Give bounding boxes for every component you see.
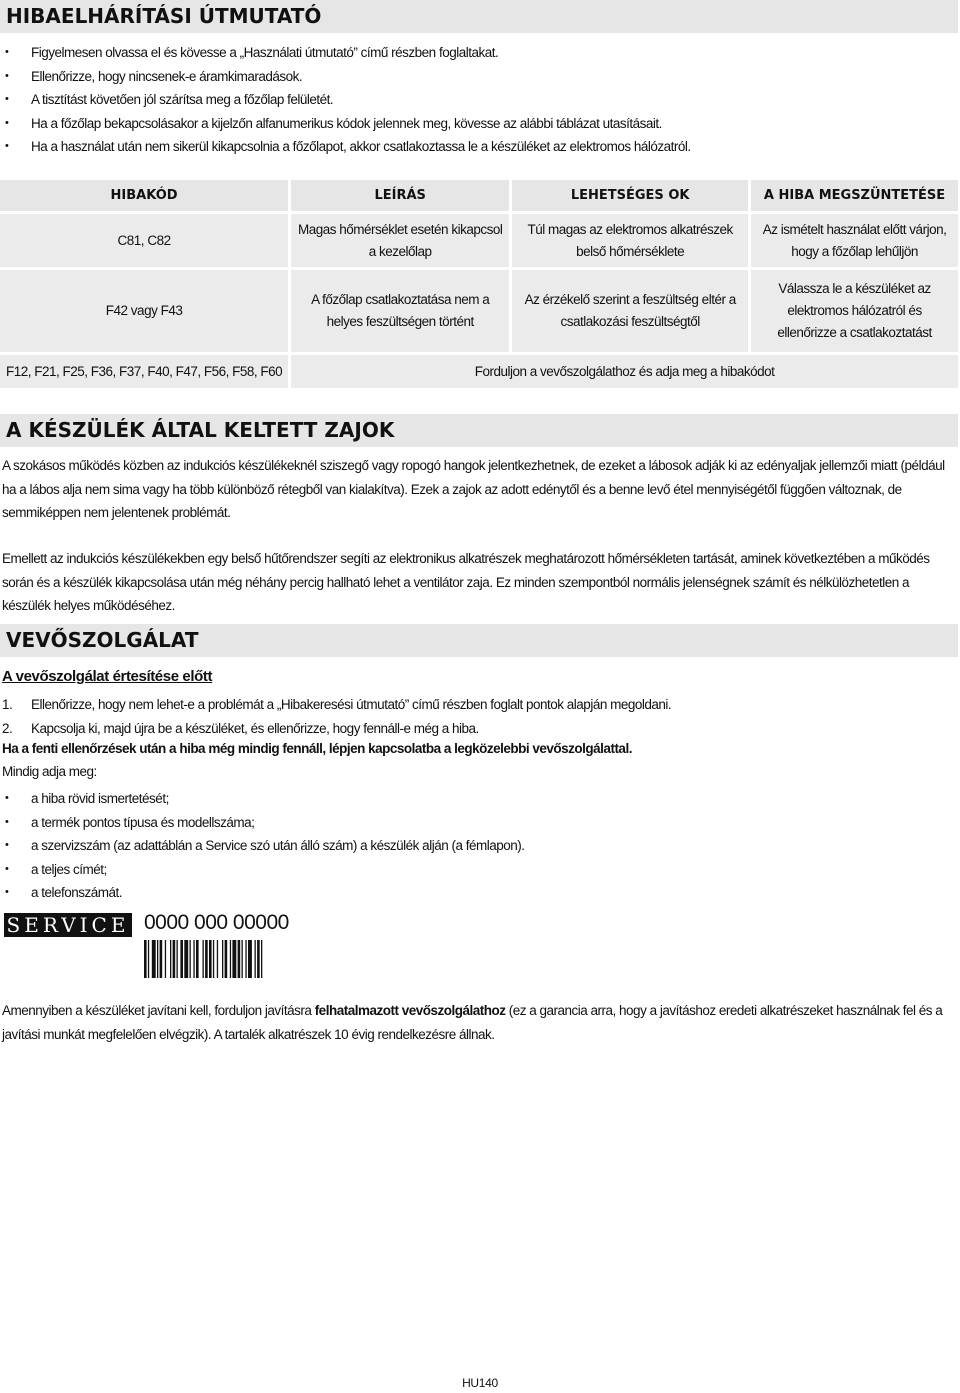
noise-paragraph-1: A szokásos működés közben az indukciós készülékeknél sziszegő vagy ropogó hangok jelentkezhetnek, de ezeket a lábosok adják ki az edényaljak jellemzői miatt (például ha a lábos alja nem sima vagy ha több különböző rétegből van kialakítva). Ezek a zajok az adott edénytől és a benne levő étel mennyiségétől függően változnak, de semmiképpen nem jelentenek problémát. xyxy=(2,458,945,521)
list-item: • Ellenőrizze, hogy nincsenek-e áramkimaradások. xyxy=(0,65,691,89)
step-text: Kapcsolja ki, majd újra be a készüléket, és ellenőrizze, hogy fennáll-e még a hiba. xyxy=(31,720,479,736)
header-description: LEÍRÁS xyxy=(290,180,511,213)
service-subtitle: A vevőszolgálat értesítése előtt xyxy=(2,668,213,685)
contact-service-note: Ha a fenti ellenőrzések után a hiba még mindig fennáll, lépjen kapcsolatba a legközelebbi vevőszolgálattal. xyxy=(2,741,632,756)
service-label-box: SERVICE xyxy=(4,913,132,937)
always-provide-label: Mindig adja meg: xyxy=(2,764,97,779)
error-code-table xyxy=(0,180,958,391)
list-item: • Ha a főzőlap bekapcsolásakor a kijelzőn alfanumerikus kódok jelennek meg, kövesse az alábbi táblázat utasításait. xyxy=(0,112,691,136)
cause-cell: Túl magas az elektromos alkatrészek belső hőmérséklete xyxy=(511,213,750,269)
barcode-icon xyxy=(144,940,306,978)
page-number: HU140 xyxy=(462,1376,498,1390)
noise-paragraph-2: Emellett az indukciós készülékekben egy belső hűtőrendszer segíti az elektronikus alkatrészek meghatározott hőmérsékleten tartását, aminek következtében a működés során és a készülék kikapcsolása után még néhány percig hallható lehet a ventilátor zaja. Ez minden szempontból normális jelenségnek számít és nélkülözhetetlen a készülék helyes működéséhez. xyxy=(2,551,930,614)
repair-text-start: Amennyiben a készüléket javítani kell, forduljon javításra xyxy=(2,1003,315,1018)
list-item: • Figyelmesen olvassa el és kövesse a „Használati útmutató” című részben foglaltakat. xyxy=(0,41,691,65)
merged-action-cell: Forduljon a vevőszolgálathoz és adja meg a hibakódot xyxy=(290,354,958,390)
table-row xyxy=(0,354,958,390)
noise-title: A KÉSZÜLÉK ÁLTAL KELTETT ZAJOK xyxy=(0,414,958,447)
header-solution: A HIBA MEGSZÜNTETÉSE xyxy=(750,180,958,213)
list-item: • A tisztítást követően jól szárítsa meg a főzőlap felületét. xyxy=(0,88,691,112)
list-item xyxy=(2,717,671,741)
service-number: 0000 000 00000 xyxy=(144,911,289,934)
header-error-code: HIBAKÓD xyxy=(0,180,290,213)
error-code-cell: C81, C82 xyxy=(0,213,290,269)
list-item: • a telefonszámát. xyxy=(0,881,525,905)
repair-text-end: (ez a garancia arra, hogy a javításhoz eredeti alkatrészeket használnak fel és a javítási munkát megfelelően elvégzik). A tartalék alkatrészek 10 évig rendelkezésre állnak. xyxy=(2,1003,943,1042)
table-header-row xyxy=(0,180,958,213)
cause-cell: Az érzékelő szerint a feszültség eltér a csatlakozási feszültségtől xyxy=(511,269,750,354)
list-item: • Ha a használat után nem sikerül kikapcsolnia a főzőlapot, akkor csatlakoztassa le a készüléket az elektromos hálózatról. xyxy=(0,135,691,159)
list-item: • a hiba rövid ismertetését; xyxy=(0,787,525,811)
step-text: Ellenőrizze, hogy nem lehet-e a problémát a „Hibakeresési útmutató” című részben foglalt pontok alapján megoldani. xyxy=(31,697,672,712)
description-cell: A főzőlap csatlakoztatása nem a helyes feszültségen történt xyxy=(290,269,511,354)
error-code-cell: F12, F21, F25, F36, F37, F40, F47, F56, F58, F60 xyxy=(0,354,290,390)
troubleshooting-title: HIBAELHÁRÍTÁSI ÚTMUTATÓ xyxy=(0,0,958,33)
header-possible-cause: LEHETSÉGES OK xyxy=(511,180,750,213)
error-code-cell: F42 vagy F43 xyxy=(0,269,290,354)
service-title: VEVŐSZOLGÁLAT xyxy=(0,624,958,657)
intro-bullet-list xyxy=(0,41,691,159)
list-item: • a szervizszám (az adattáblán a Service szó után álló szám) a készülék alján (a fémlapon). xyxy=(0,834,525,858)
list-item: • a termék pontos típusa és modellszáma; xyxy=(0,811,525,835)
description-cell: Magas hőmérséklet esetén kikapcsol a kezelőlap xyxy=(290,213,511,269)
step-number: 1. xyxy=(2,697,13,712)
check-steps-list xyxy=(2,693,671,740)
list-item xyxy=(2,693,671,717)
table-row xyxy=(0,269,958,354)
repair-paragraph xyxy=(2,999,958,1046)
table-row xyxy=(0,213,958,269)
list-item: • a teljes címét; xyxy=(0,858,525,882)
required-info-list xyxy=(0,787,525,905)
solution-cell: Válassza le a készüléket az elektromos hálózatról és ellenőrizze a csatlakoztatást xyxy=(750,269,958,354)
step-number: 2. xyxy=(2,720,13,736)
authorized-service-text: felhatalmazott vevőszolgálathoz xyxy=(314,1003,506,1018)
solution-cell: Az ismételt használat előtt várjon, hogy a főzőlap lehűljön xyxy=(750,213,958,269)
